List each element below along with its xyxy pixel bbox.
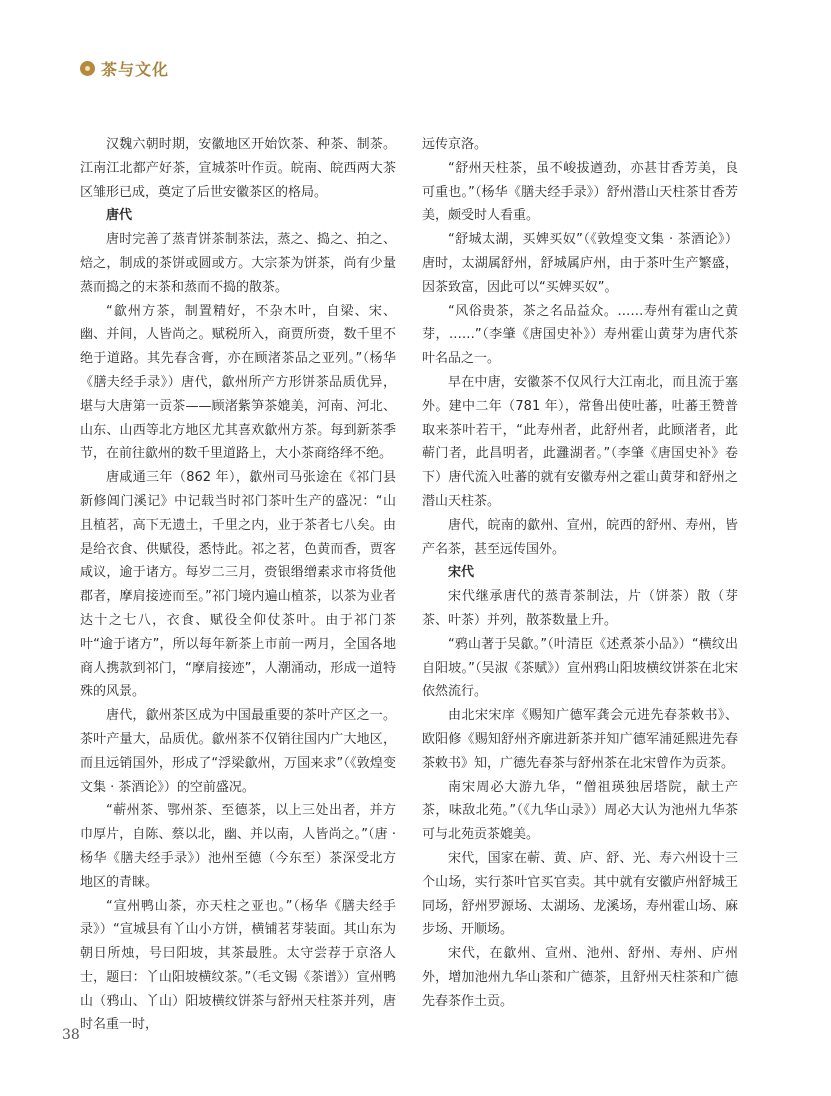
right-paragraph: 唐代，皖南的歙州、宣州，皖西的舒州、寿州，皆产名茶，甚至远传国外。: [422, 517, 738, 557]
left-paragraph: 汉魏六朝时期，安徽地区开始饮茶、种茶、制茶。江南江北都产好茶，宣城茶叶作贡。皖南、皖西两大茶区雏形已成，奠定了后世安徽茶区的格局。: [80, 137, 396, 200]
right-paragraph: 远传京洛。: [422, 137, 488, 152]
right-paragraph: “风俗贵茶，茶之名品益众。……寿州有霍山之黄芽，……”（李肇《唐国史补》）寿州霍山黄芽为唐代茶叶名品之一。: [422, 303, 738, 367]
right-section-heading: 宋代: [448, 565, 475, 581]
header-title: 茶与文化: [101, 59, 170, 79]
right-paragraph: “舒州天柱茶，虽不峻拔遒劲，亦甚甘香芳美，良可重也。”（杨华《膳夫经手录》）舒州潜山天柱茶甘香芳美，颇受时人看重。: [422, 160, 738, 224]
left-section-heading: 唐代: [106, 208, 133, 224]
right-paragraph: 宋代，在歙州、宣州、池州、舒州、寿州、庐州外，增加池州九华山茶和广德茶，且舒州天柱茶和广德先春茶作土贡。: [422, 946, 738, 1009]
tea-leaf-icon: [80, 61, 95, 76]
left-column: [80, 133, 396, 1037]
page-header: [80, 56, 169, 80]
right-paragraph: 早在中唐，安徽茶不仅风行大江南北，而且流于塞外。建中二年（781 年），常鲁出使吐蕃，吐蕃王赞普取来茶叶若干，“此寿州者，此舒州者，此顾渚者，此蕲门者，此昌明者，此灉湖者。”（李肇《唐国史补》卷下）唐代流入吐蕃的就有安徽寿州之霍山黄芽和舒州之潜山天柱茶。: [422, 374, 738, 509]
right-paragraph: 宋代，国家在蕲、黄、庐、舒、光、寿六州设十三个山场，实行茶叶官买官卖。其中就有安徽庐州舒城王同场，舒州罗源场、太湖场、龙溪场，寿州霍山场、麻步场、开顺场。: [422, 850, 738, 938]
left-paragraph: “宣州鸭山茶，亦天柱之亚也。”（杨华《膳夫经手录》）“宣城县有丫山小方饼，横铺茗芽装面。其山东为朝日所烛，号曰阳坡，其茶最胜。太守尝荐于京洛人士，题曰：丫山阳坡横纹茶。”（毛文锡《茶谱》）宣州鸭山（鸦山、丫山）阳坡横纹饼茶与舒州天柱茶并列，唐时名重一时，: [80, 898, 396, 1033]
right-paragraph: “舒城太湖，买婢买奴”（《敦煌变文集 · 茶酒论》）唐时，太湖属舒州，舒城属庐州，由于茶叶生产繁盛，因茶致富，因此可以“买婢买奴”。: [422, 232, 738, 295]
right-column: [422, 133, 738, 1013]
left-paragraph: 唐时完善了蒸青饼茶制茶法，蒸之、捣之、拍之、焙之，制成的茶饼或圆或方。大宗茶为饼茶，尚有少量蒸而捣之的末茶和蒸而不捣的散茶。: [80, 232, 396, 295]
right-paragraph: 由北宋宋庠《赐知广德军龚会元进先春茶敕书》、欧阳修《赐知舒州齐廓进新茶并知广德军浦延熙进先春茶敕书》知，广德先春茶与舒州茶在北宋曾作为贡茶。: [422, 708, 738, 771]
right-paragraph: 宋代继承唐代的蒸青茶制法，片（饼茶）散（芽茶、叶茶）并列，散茶数量上升。: [422, 589, 738, 628]
right-paragraph: “鸦山著于吴歙。”（叶清臣《述煮茶小品》）“横纹出自阳坡。”（吴淑《茶赋》）宣州鸦山阳坡横纹饼茶在北宋依然流行。: [422, 636, 738, 700]
left-paragraph: “歙州方茶，制置精好，不杂木叶，自梁、宋、幽、并间，人皆尚之。赋税所入，商贾所赍，数千里不绝于道路。其先春含膏，亦在顾渚茶品之亚列。”（杨华《膳夫经手录》）唐代，歙州所产方形饼茶品质优异，堪与大唐第一贡茶——顾渚紫笋茶媲美，河南、河北、山东、山西等北方地区尤其喜欢歙州方茶。每到新茶季节，在前往歙州的数千里道路上，大小茶商络绎不绝。: [80, 303, 396, 462]
left-paragraph: 唐咸通三年（862 年），歙州司马张途在《祁门县新修阊门溪记》中记载当时祁门茶叶生产的盛况：“山且植茗，高下无遗土，千里之内，业于茶者七八矣。由是给衣食、供赋役，悉恃此。祁之茗，色黄而香，贾客咸议，逾于诸方。每岁二三月，赍银缗缯素求市将货他郡者，摩肩接迹而至。”祁门境内遍山植茶，以茶为业者达十之七八，衣食、赋役全仰仗茶叶。由于祁门茶叶“逾于诸方”，所以每年新茶上市前一两月，全国各地商人携款到祁门，“摩肩接迹”，人潮涌动，形成一道特殊的风景。: [80, 470, 396, 700]
left-paragraph: “蕲州茶、鄂州茶、至德茶，以上三处出者，并方巾厚片，自陈、蔡以北，幽、并以南，人皆尚之。”（唐 · 杨华《膳夫经手录》）池州至德（今东至）茶深受北方地区的青睐。: [80, 803, 396, 890]
page-number: 38: [62, 1027, 80, 1043]
left-paragraph: 唐代，歙州茶区成为中国最重要的茶叶产区之一。茶叶产量大，品质优。歙州茶不仅销往国内广大地区，而且远销国外，形成了“浮梁歙州，万国来求”（《敦煌变文集 · 茶酒论》）的空前盛况。: [80, 708, 396, 795]
right-paragraph: 南宋周必大游九华，“僧祖瑛独居塔院，献土产茶，味敌北苑。”（《九华山录》）周必大认为池州九华茶可与北苑贡茶媲美。: [422, 779, 738, 843]
